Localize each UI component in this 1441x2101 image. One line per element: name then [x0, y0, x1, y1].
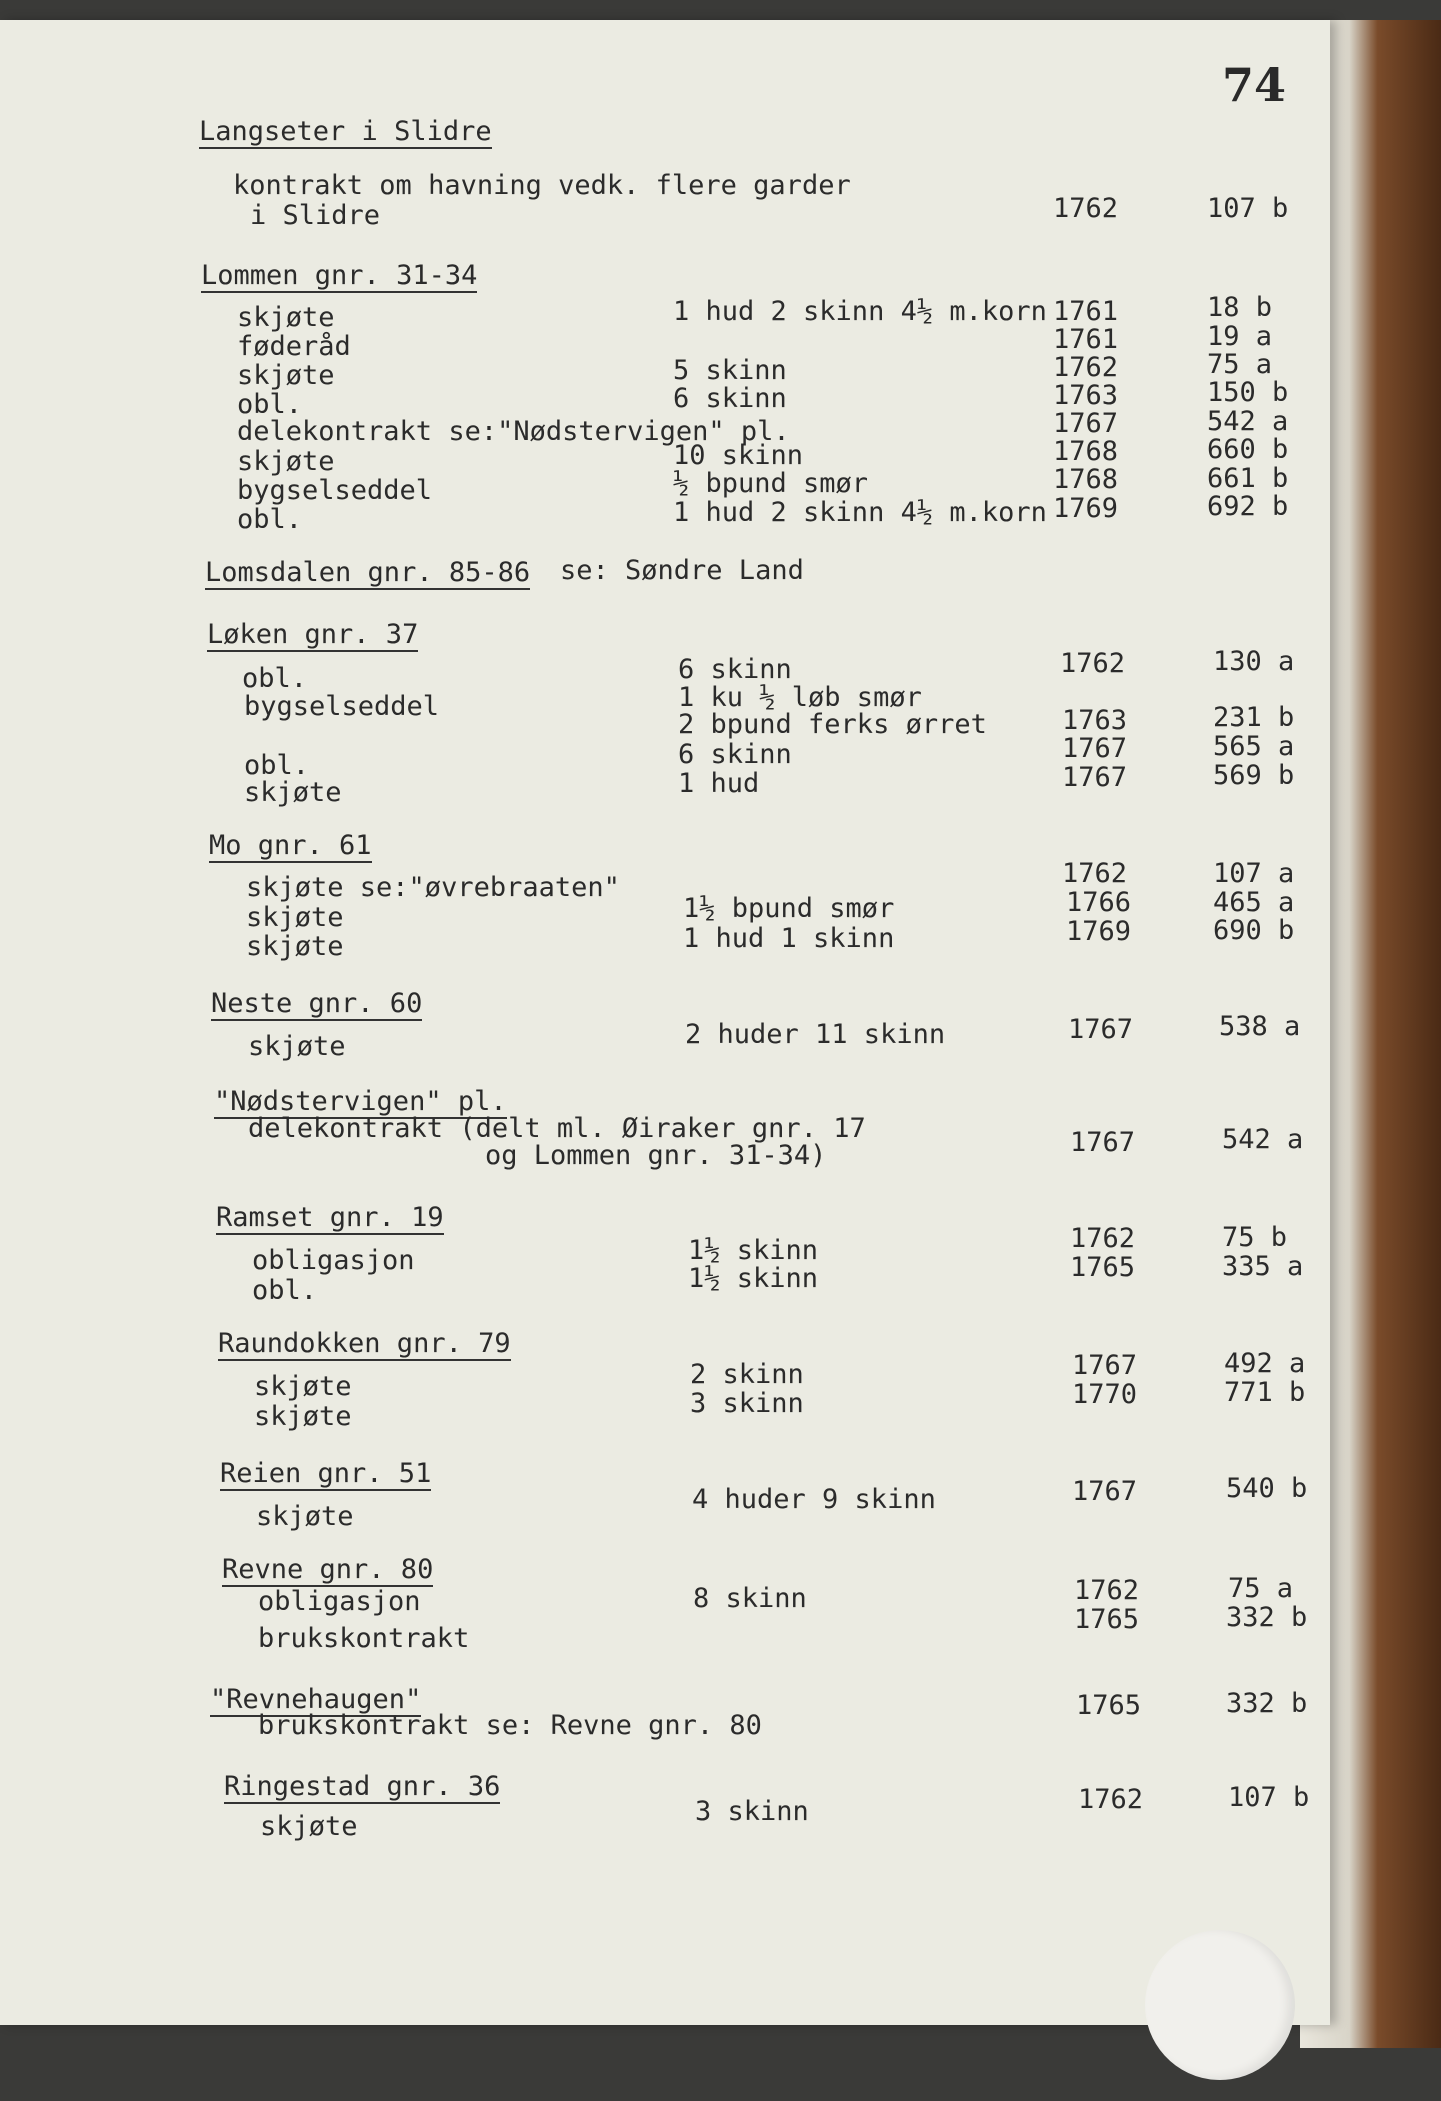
entry-year: 1767 [1072, 1350, 1138, 1381]
entry-document: skjøte [256, 1501, 354, 1532]
entry-description: 2 skinn [690, 1359, 804, 1390]
entry-reference: 542 a [1207, 406, 1289, 437]
entry-description: 1½ skinn [688, 1235, 819, 1266]
entry-year: 1767 [1070, 1127, 1136, 1158]
entry-year: 1767 [1072, 1476, 1138, 1507]
entry-document: brukskontrakt [258, 1623, 470, 1654]
entry-reference: 335 a [1222, 1251, 1304, 1282]
section-heading-revne: Revne gnr. 80 [222, 1554, 434, 1585]
entry-year: 1762 [1078, 1784, 1144, 1815]
entry-description: 3 skinn [690, 1388, 804, 1419]
entry-reference: 75 a [1228, 1573, 1294, 1604]
entry-description: 6 skinn [678, 654, 792, 685]
entry-year: 1765 [1070, 1252, 1136, 1283]
entry-document: i Slidre [250, 200, 381, 231]
entry-year: 1763 [1053, 380, 1119, 411]
entry-document: obligasjon [252, 1245, 415, 1276]
entry-description: 3 skinn [695, 1796, 809, 1827]
entry-document: bygselseddel [244, 691, 440, 722]
entry-document: obl. [244, 750, 310, 781]
entry-document: obl. [252, 1275, 318, 1306]
entry-reference: 19 a [1207, 321, 1273, 352]
entry-year: 1763 [1062, 705, 1128, 736]
entry-document: skjøte [248, 1031, 346, 1062]
section-heading-ramset: Ramset gnr. 19 [216, 1202, 444, 1233]
entry-year: 1769 [1053, 493, 1119, 524]
entry-year: 1767 [1068, 1014, 1134, 1045]
section-heading-loken: Løken gnr. 37 [207, 619, 419, 650]
entry-document: delekontrakt se:"Nødstervigen" pl. [237, 416, 790, 447]
entry-document: skjøte [246, 931, 344, 962]
entry-year: 1761 [1053, 296, 1119, 327]
entry-year: 1767 [1062, 733, 1128, 764]
section-heading-lomsdalen: Lomsdalen gnr. 85-86 [205, 557, 531, 588]
entry-year: 1767 [1062, 762, 1128, 793]
entry-description: 1½ bpund smør [683, 893, 895, 924]
entry-reference: 231 b [1213, 702, 1295, 733]
entry-reference: 692 b [1207, 491, 1289, 522]
entry-reference: 75 b [1222, 1222, 1288, 1253]
entry-year: 1762 [1053, 193, 1119, 224]
section-heading-mo: Mo gnr. 61 [209, 830, 372, 861]
entry-description: 2 huder 11 skinn [685, 1019, 946, 1050]
entry-description: 1 hud 1 skinn [683, 923, 895, 954]
entry-year: 1762 [1074, 1575, 1140, 1606]
entry-reference: 332 b [1226, 1602, 1308, 1633]
entry-document: bygselseddel [237, 475, 433, 506]
entry-year: 1762 [1062, 858, 1128, 889]
entry-description: 5 skinn [673, 355, 787, 386]
entry-document: kontrakt om havning vedk. flere garder [233, 170, 851, 201]
cross-reference: se: Søndre Land [560, 555, 804, 586]
entry-year: 1762 [1053, 352, 1119, 383]
section-heading-nodstervigen: "Nødstervigen" pl. [214, 1086, 507, 1117]
section-heading-langseter: Langseter i Slidre [199, 116, 492, 147]
entry-reference: 107 b [1207, 193, 1289, 224]
entry-year: 1761 [1053, 324, 1119, 355]
entry-description: 1 hud [678, 768, 760, 799]
entry-description: 6 skinn [673, 383, 787, 414]
entry-reference: 661 b [1207, 463, 1289, 494]
entry-document: obl. [237, 389, 303, 420]
entry-year: 1770 [1072, 1379, 1138, 1410]
entry-reference: 107 b [1228, 1782, 1310, 1813]
entry-reference: 540 b [1226, 1473, 1308, 1504]
entry-document: skjøte [237, 302, 335, 333]
entry-reference: 565 a [1213, 731, 1295, 762]
section-heading-neste: Neste gnr. 60 [211, 988, 423, 1019]
entry-description: 1 hud 2 skinn 4½ m.korn [673, 296, 1047, 327]
entry-description: 6 skinn [678, 739, 792, 770]
entry-year: 1766 [1066, 887, 1132, 918]
entry-year: 1767 [1053, 408, 1119, 439]
section-heading-reien: Reien gnr. 51 [220, 1458, 432, 1489]
page-number: 74 [1222, 58, 1287, 112]
section-heading-raundokken: Raundokken gnr. 79 [218, 1328, 511, 1359]
entry-reference: 690 b [1213, 915, 1295, 946]
entry-description: 2 bpund ferks ørret [678, 709, 987, 740]
section-heading-ringestad: Ringestad gnr. 36 [224, 1771, 501, 1802]
section-heading-lommen: Lommen gnr. 31-34 [201, 260, 478, 291]
entry-reference: 130 a [1213, 646, 1295, 677]
entry-year: 1762 [1060, 648, 1126, 679]
entry-document: brukskontrakt se: Revne gnr. 80 [258, 1710, 762, 1741]
entry-description: 1½ skinn [688, 1263, 819, 1294]
entry-document: skjøte se:"øvrebraaten" [246, 872, 620, 903]
entry-reference: 492 a [1224, 1348, 1306, 1379]
entry-document: føderåd [237, 331, 351, 362]
entry-document: skjøte [237, 446, 335, 477]
entry-reference: 660 b [1207, 434, 1289, 465]
entry-description: 1 ku ½ løb smør [678, 682, 922, 713]
entry-year: 1765 [1074, 1604, 1140, 1635]
entry-reference: 332 b [1226, 1688, 1308, 1719]
entry-reference: 465 a [1213, 887, 1295, 918]
entry-document: skjøte [246, 902, 344, 933]
entry-description: 4 huder 9 skinn [692, 1484, 936, 1515]
entry-reference: 18 b [1207, 292, 1273, 323]
entry-reference: 107 a [1213, 858, 1295, 889]
entry-reference: 150 b [1207, 377, 1289, 408]
entry-document: skjøte [254, 1401, 352, 1432]
entry-document: og Lommen gnr. 31-34) [485, 1140, 827, 1171]
entry-document: skjøte [244, 777, 342, 808]
entry-year: 1768 [1053, 464, 1119, 495]
entry-document: delekontrakt (delt ml. Øiraker gnr. 17 [248, 1113, 866, 1144]
entry-document: obl. [242, 663, 308, 694]
entry-reference: 569 b [1213, 760, 1295, 791]
entry-year: 1768 [1053, 436, 1119, 467]
entry-description: 10 skinn [673, 440, 804, 471]
entry-year: 1762 [1070, 1223, 1136, 1254]
entry-document: skjøte [237, 360, 335, 391]
entry-year: 1769 [1066, 916, 1132, 947]
entry-year: 1765 [1076, 1690, 1142, 1721]
entry-document: skjøte [260, 1811, 358, 1842]
entry-document: skjøte [254, 1371, 352, 1402]
entry-description: 1 hud 2 skinn 4½ m.korn [673, 497, 1047, 528]
entry-reference: 538 a [1219, 1011, 1301, 1042]
entry-reference: 75 a [1207, 349, 1273, 380]
entry-description: ½ bpund smør [673, 468, 869, 499]
section-heading-revnehaugen: "Revnehaugen" [210, 1684, 422, 1715]
entry-reference: 542 a [1222, 1124, 1304, 1155]
entry-document: obl. [237, 504, 303, 535]
entry-description: 8 skinn [693, 1583, 807, 1614]
entry-document: obligasjon [258, 1586, 421, 1617]
entry-reference: 771 b [1224, 1377, 1306, 1408]
